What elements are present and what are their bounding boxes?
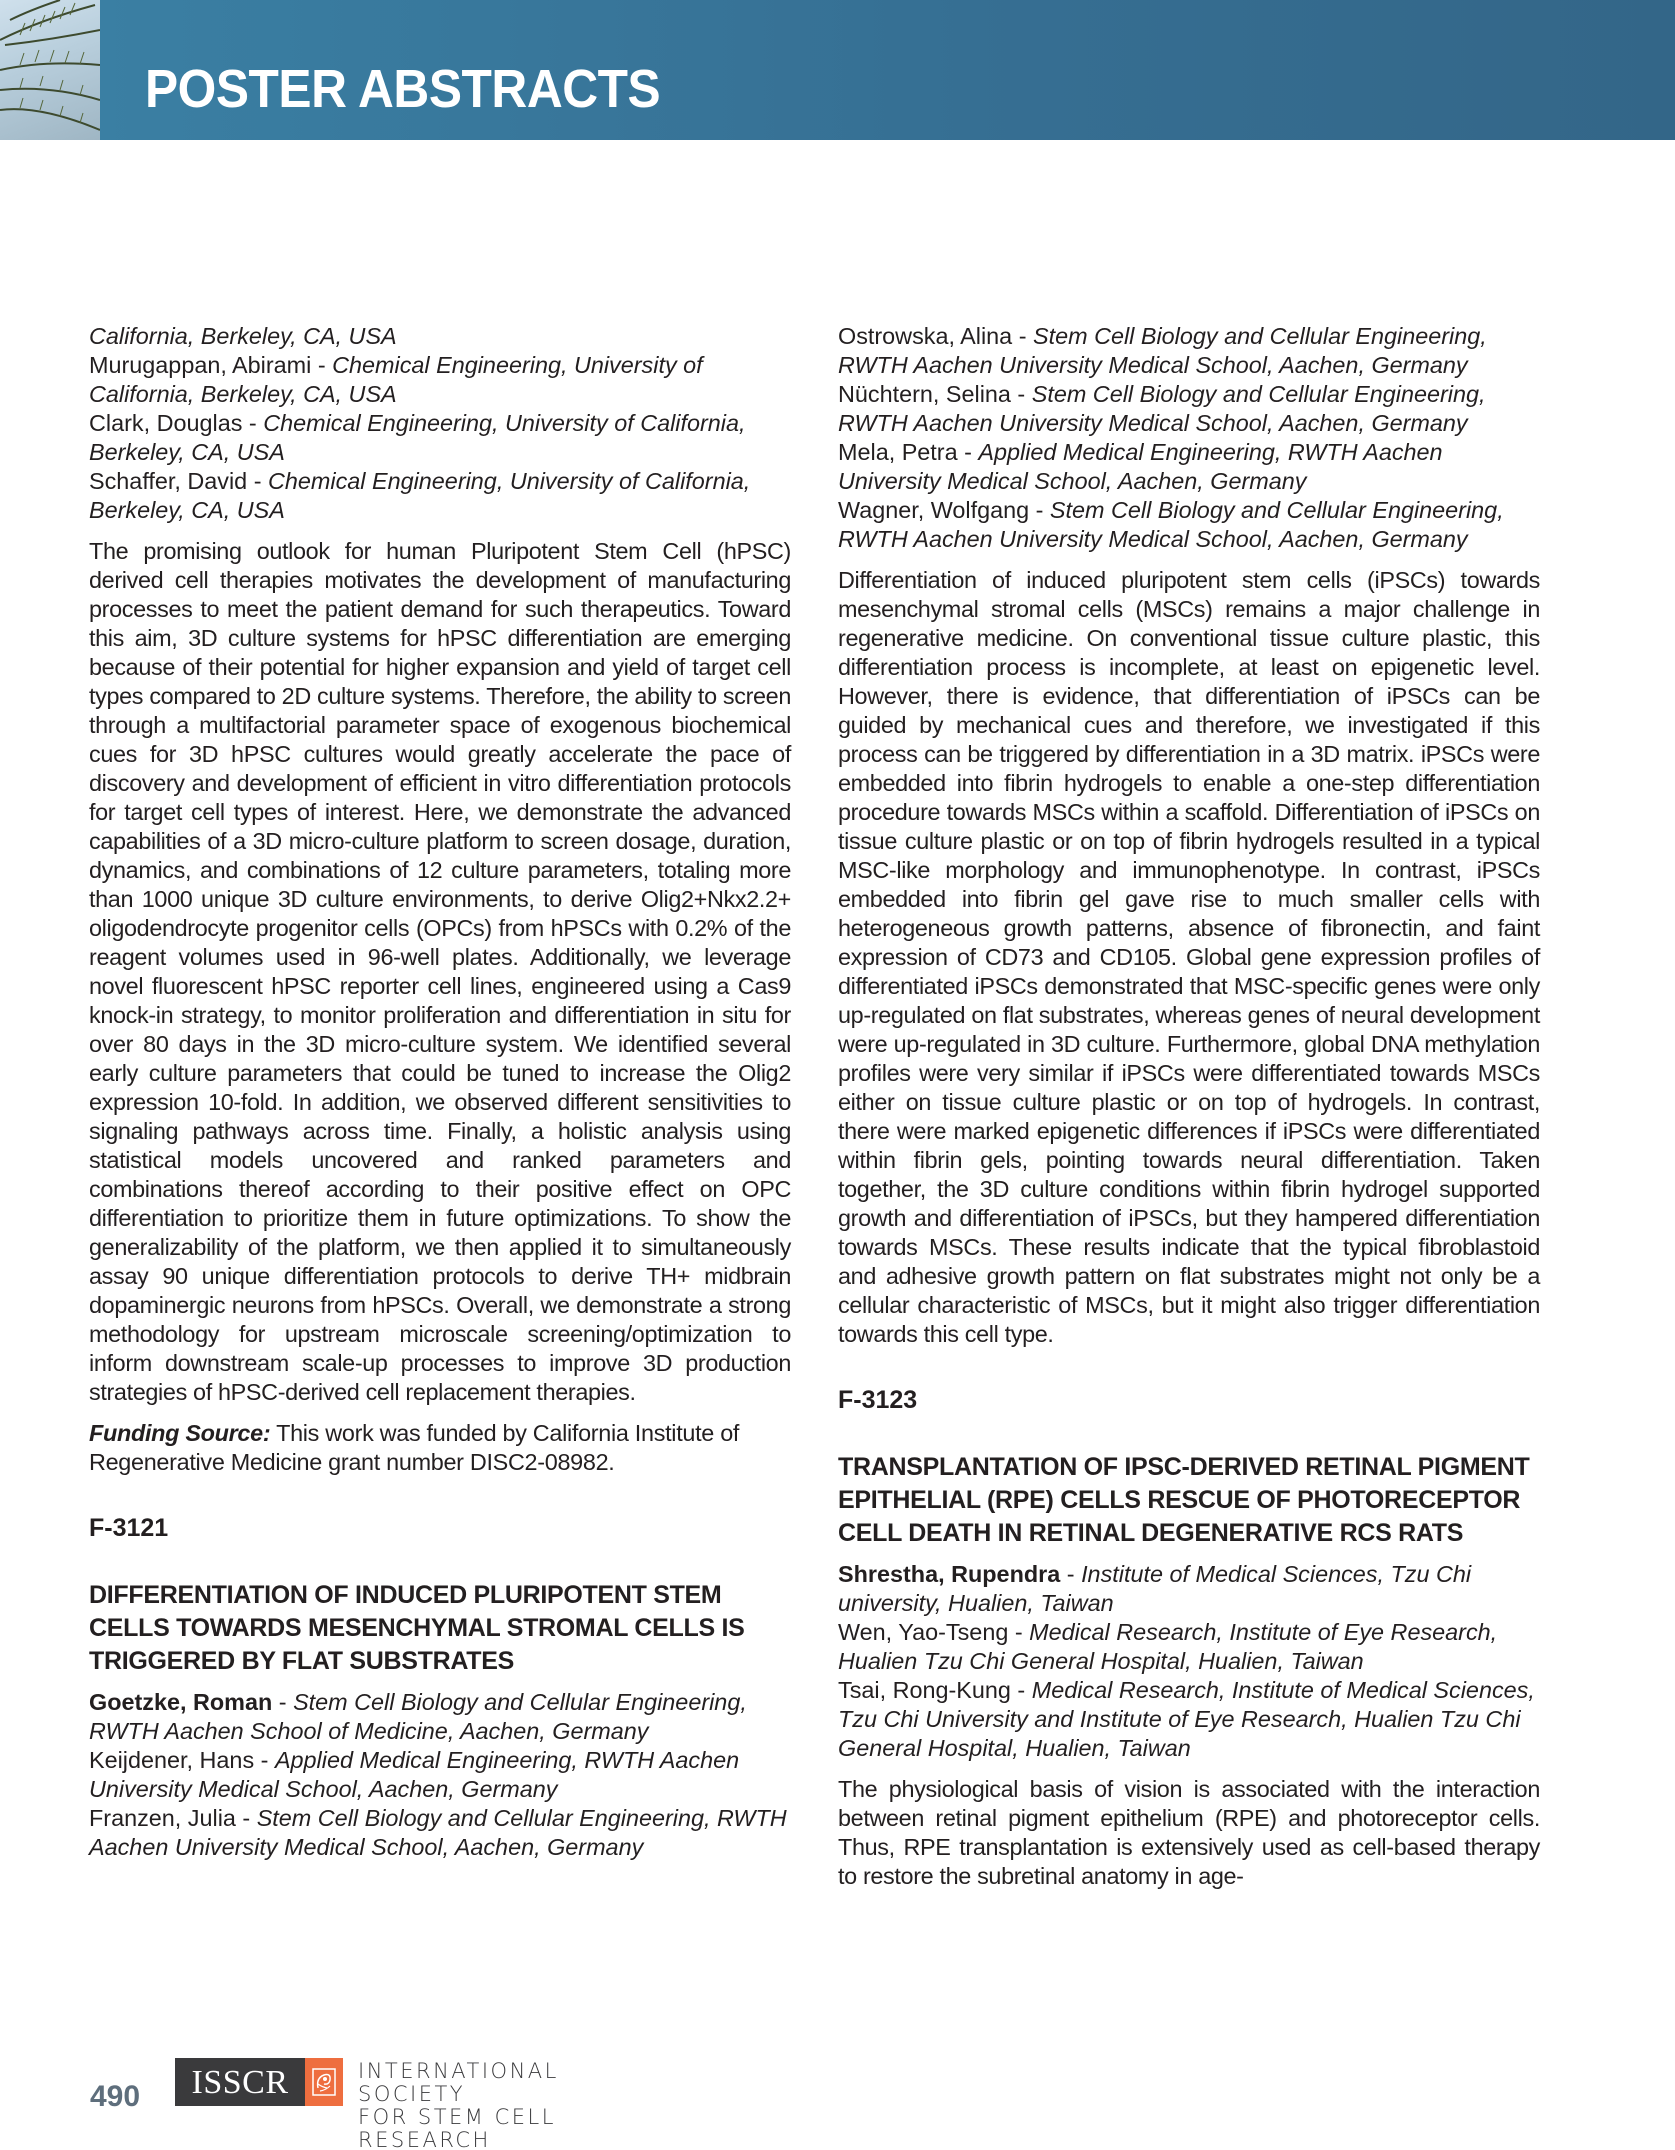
author-name: Clark, Douglas - (89, 410, 264, 436)
author-name: Nüchtern, Selina - (838, 381, 1032, 407)
continued-authors (838, 322, 1540, 554)
author-institution: Chemical Engineering, University of California, Berkeley, CA, USA (89, 468, 751, 523)
right-column (838, 322, 1540, 1891)
funding-source (89, 1419, 791, 1477)
author-institution: Stem Cell Biology and Cellular Engineering, RWTH Aachen University Medical School, Aachen, Germany (838, 323, 1487, 378)
author-institution: Medical Research, Institute of Eye Research, Hualien Tzu Chi General Hospital, Hualien, Taiwan (838, 1619, 1498, 1674)
author-institution: Stem Cell Biology and Cellular Engineering, RWTH Aachen School of Medicine, Aachen, Germany (89, 1689, 747, 1744)
author-institution: Chemical Engineering, University of California, Berkeley, CA, USA (89, 410, 746, 465)
presenter-name: Shrestha, Rupendra (838, 1561, 1061, 1587)
author-list (89, 1688, 791, 1862)
author-name: Schaffer, David - (89, 468, 268, 494)
presenter-name: Goetzke, Roman (89, 1689, 273, 1715)
abstract-id: F-3121 (89, 1514, 169, 1542)
author-institution: Chemical Engineering, University of California, Berkeley, CA, USA (89, 352, 703, 407)
page-title: POSTER ABSTRACTS (145, 59, 661, 119)
author-name: Franzen, Julia - (89, 1805, 257, 1831)
author-entry (838, 380, 1540, 438)
header-banner (100, 0, 1675, 140)
isscr-logo (175, 2058, 305, 2106)
author-entry (838, 1618, 1540, 1676)
affiliation-institution: California, Berkeley, CA, USA (89, 323, 397, 349)
author-institution: Applied Medical Engineering, RWTH Aachen University Medical School, Aachen, Germany (838, 439, 1443, 494)
author-name: Wen, Yao-Tseng - (838, 1619, 1030, 1645)
author-entry (89, 1804, 791, 1862)
abstract-title: DIFFERENTIATION OF INDUCED PLURIPOTENT STEM CELLS TOWARDS MESENCHYMAL STROMAL CELLS IS TRIGGERED BY FLAT SUBSTRATES (89, 1581, 745, 1675)
author-entry-presenter: Shrestha, Rupendra - Institute of Medical Sciences, Tzu Chi university, Hualien, Taiwan (838, 1561, 1472, 1616)
author-entry (89, 409, 791, 467)
author-institution: Stem Cell Biology and Cellular Engineering, RWTH Aachen University Medical School, Aachen, Germany (89, 1805, 787, 1860)
abstract-body: The promising outlook for human Pluripotent Stem Cell (hPSC) derived cell therapies motivates the development of manufacturing processes to meet the patient demand for such therapeutics. Toward this aim, 3D culture systems for hPSC differentiation are emerging because of their potential for higher expansion and yield of target cell types compared to 2D culture systems. Therefore, the ability to screen through a multifactorial parameter space of exogenous biochemical cues for 3D hPSC cultures would greatly accelerate the pace of discovery and development of efficient in vitro differentiation protocols for target cell types of interest. Here, we demonstrate the advanced capabilities of a 3D micro-culture platform to screen dosage, duration, dynamics, and combinations of 12 culture parameters, totaling more than 1000 unique 3D culture environments, to derive Olig2+Nkx2.2+ oligodendrocyte progenitor cells (OPCs) from hPSCs with 0.2% of the reagent volumes used in 96-well plates. Additionally, we leverage novel fluorescent hPSC reporter cell lines, engineered using a Cas9 knock-in strategy, to monitor proliferation and differentiation in situ for over 80 days in the 3D micro-culture system. We identified several early culture parameters that could be tuned to increase the Olig2 expression 10-fold. In addition, we observed different sensitivities to signaling pathways across time. Finally, a holistic analysis using statistical models uncovered and ranked parameters and combinations thereof according to their positive effect on OPC differentiation to prioritize them in future optimizations. To show the generalizability of the platform, we then applied it to simultaneously assay 90 unique differentiation protocols to derive TH+ midbrain dopaminergic neurons from hPSCs. Overall, we demonstrate a strong methodology for upstream microscale screening/optimization to inform downstream scale-up processes to improve 3D production strategies of hPSC-derived cell replacement therapies. (89, 538, 791, 1405)
author-entry (838, 438, 1540, 496)
left-column (89, 322, 791, 1862)
abstract-id: F-3123 (838, 1386, 918, 1414)
author-name: Ostrowska, Alina - (838, 323, 1033, 349)
author-entry (838, 496, 1540, 554)
author-entry (838, 1676, 1540, 1763)
isscr-emblem-icon (305, 2058, 343, 2106)
page-header (0, 0, 1675, 140)
abstract-body-start: The physiological basis of vision is associated with the interaction between retinal pigment epithelium (RPE) and photoreceptor cells. Thus, RPE transplantation is extensively used as cell-based therapy to restore the subretinal anatomy in age- (838, 1776, 1540, 1889)
organization-name-line2: FOR STEM CELL RESEARCH (358, 2105, 556, 2150)
author-institution: Stem Cell Biology and Cellular Engineering, RWTH Aachen University Medical School, Aachen, Germany (838, 497, 1504, 552)
isscr-logo-text: ISSCR (191, 2064, 289, 2101)
author-institution: Stem Cell Biology and Cellular Engineering, RWTH Aachen University Medical School, Aachen, Germany (838, 381, 1486, 436)
author-entry (89, 351, 791, 409)
page-number: 490 (90, 2080, 141, 2113)
author-name: Tsai, Rong-Kung - (838, 1677, 1032, 1703)
funding-label: Funding Source: (89, 1420, 271, 1446)
author-entry (89, 1746, 791, 1804)
author-entry (838, 322, 1540, 380)
author-list (838, 1560, 1540, 1763)
funding-text: This work was funded by California Institute of Regenerative Medicine grant number DISC2-08982. (89, 1420, 740, 1475)
author-name: Keijdener, Hans - (89, 1747, 275, 1773)
author-name: Murugappan, Abirami - (89, 352, 333, 378)
author-institution: Applied Medical Engineering, RWTH Aachen University Medical School, Aachen, Germany (89, 1747, 740, 1802)
author-name: Mela, Petra - (838, 439, 979, 465)
organization-name-line1: INTERNATIONAL SOCIETY (358, 2059, 559, 2106)
abstract-body: Differentiation of induced pluripotent stem cells (iPSCs) towards mesenchymal stromal cells (MSCs) remains a major challenge in regenerative medicine. On conventional tissue culture plastic, this differentiation process is incomplete, at least on epigenetic level. However, there is evidence, that differentiation of iPSCs can be guided by mechanical cues and therefore, we investigated if this process can be triggered by differentiation in a 3D matrix. iPSCs were embedded into fibrin hydrogels to enable a one-step differentiation procedure towards MSCs within a scaffold. Differentiation of iPSCs on tissue culture plastic or on top of fibrin hydrogels resulted in a typical MSC-like morphology and immunophenotype. In contrast, iPSCs embedded into fibrin gel gave rise to much smaller cells with heterogeneous growth patterns, absence of fibronectin, and faint expression of CD73 and CD105. Global gene expression profiles of differentiated iPSCs demonstrated that MSC-specific genes were only up-regulated on flat substrates, whereas genes of neural development were up-regulated in 3D culture. Furthermore, global DNA methylation profiles were very similar if iPSCs were differentiated towards MSCs either on tissue culture plastic or on top of hydrogels. In contrast, there were marked epigenetic differences if iPSCs were differentiated within fibrin gels, pointing towards neural differentiation. Taken together, the 3D culture conditions within fibrin hydrogel supported growth and differentiation of iPSCs, but they hampered differentiation towards MSCs. These results indicate that the typical fibroblastoid and adhesive growth pattern on flat substrates might not only be a cellular characteristic of MSCs, but it might also trigger differentiation towards this cell type. (838, 567, 1540, 1347)
author-institution: Medical Research, Institute of Medical Sciences, Tzu Chi University and Institute of Eye Research, Hualien Tzu Chi General Hospital, Hualien, Taiwan (838, 1677, 1535, 1761)
author-name: Wagner, Wolfgang - (838, 497, 1050, 523)
abstract-title: TRANSPLANTATION OF IPSC-DERIVED RETINAL PIGMENT EPITHELIAL (RPE) CELLS RESCUE OF PHOTORECEPTOR CELL DEATH IN RETINAL DEGENERATIVE RCS RATS (838, 1453, 1530, 1547)
author-entry (89, 467, 791, 525)
affiliation-line (89, 322, 791, 351)
organization-name (358, 2060, 559, 2150)
author-institution: Institute of Medical Sciences, Tzu Chi university, Hualien, Taiwan (838, 1561, 1472, 1616)
palm-tree-image (0, 0, 100, 140)
author-entry-presenter: Goetzke, Roman - Stem Cell Biology and Cellular Engineering, RWTH Aachen School of Medicine, Aachen, Germany (89, 1689, 747, 1744)
continued-affiliations (89, 322, 791, 525)
